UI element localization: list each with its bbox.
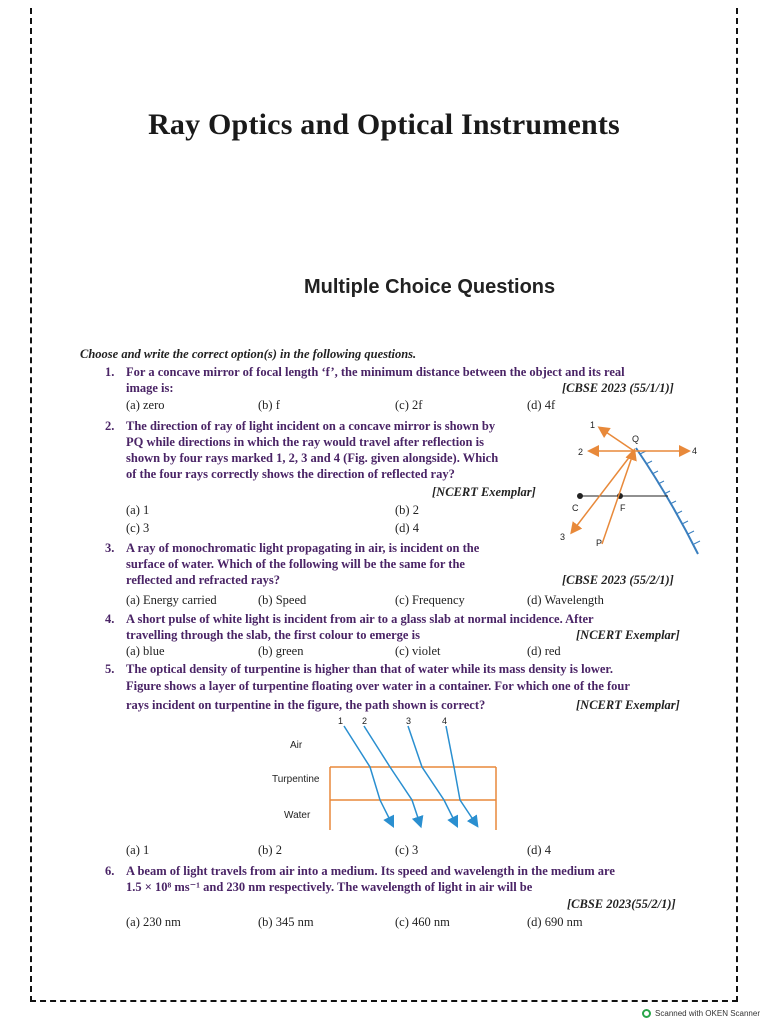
q6-option-b: (b) 345 nm [258,915,314,929]
q3-text-line2: surface of water. Which of the following will be the same for the [126,557,465,571]
q5-option-b: (b) 2 [258,843,282,857]
q2-text-line1: The direction of ray of light incident on a concave mirror is shown by [126,419,496,433]
q1-text-line2: image is: [126,381,174,395]
q5-option-c: (c) 3 [395,843,419,857]
q4-option-c: (c) violet [395,644,441,658]
q3-number: 3. [105,541,115,555]
label-air: Air [290,740,303,751]
q4-text-line1: A short pulse of white light is incident from air to a glass slab at normal incidence. After [126,612,594,626]
q3-option-b: (b) Speed [258,593,307,607]
q6-text-line1: A beam of light travels from air into a medium. Its speed and wavelength in the medium are [126,864,615,878]
point-c [577,493,583,499]
q1-text-line1: For a concave mirror of focal length ‘f’, the minimum distance between the object and its real [126,365,625,379]
label-4: 4 [692,446,698,456]
label-ray-4: 4 [442,716,448,726]
q1-number: 1. [105,365,115,379]
ray-3 [572,451,634,532]
q4-option-a: (a) blue [126,644,165,658]
label-q: Q [632,434,640,444]
q3-option-c: (c) Frequency [395,593,465,607]
path-ray-1 [344,726,392,824]
q6-option-a: (a) 230 nm [126,915,181,929]
q2-option-d: (d) 4 [395,521,419,535]
q4-text-line2: travelling through the slab, the first colour to emerge is [126,628,420,642]
q3-option-d: (d) Wavelength [527,593,604,607]
label-ray-2: 2 [362,716,368,726]
q1-option-d: (d) 4f [527,398,556,412]
q4-option-b: (b) green [258,644,304,658]
q3-option-a: (a) Energy carried [126,593,217,607]
ray-1 [600,428,634,451]
path-ray-4 [446,726,476,824]
instruction-text: Choose and write the correct option(s) in the following questions. [80,347,417,361]
label-turpentine: Turpentine [272,774,320,785]
q5-option-d: (d) 4 [527,843,551,857]
label-water: Water [284,810,311,821]
q4-option-d: (d) red [527,644,561,658]
section-heading: Multiple Choice Questions [304,276,556,298]
turpentine-water-figure [270,712,510,832]
label-3: 3 [560,532,566,542]
label-ray-3: 3 [406,716,412,726]
q1-option-c: (c) 2f [395,398,423,412]
q5-option-a: (a) 1 [126,843,150,857]
mirror-arc [636,448,698,554]
incident-ray-pq [602,451,634,544]
scanner-logo-icon [642,1009,651,1018]
q3-text-line1: A ray of monochromatic light propagating in air, is incident on the [126,541,480,555]
label-p: P [596,538,603,548]
scanner-watermark [642,1009,760,1018]
q5-reference: [NCERT Exemplar] [576,698,680,712]
label-ray-1: 1 [338,716,344,726]
page-title: Ray Optics and Optical Instruments [148,108,620,141]
q1-option-a: (a) zero [126,398,165,412]
q3-reference: [CBSE 2023 (55/2/1)] [562,573,674,587]
label-2: 2 [578,447,584,457]
q5-text-line2: Figure shows a layer of turpentine floating over water in a container. For which one of the four [126,679,630,693]
q6-reference: [CBSE 2023(55/2/1)] [567,897,676,911]
label-1: 1 [590,420,596,430]
q1-reference: [CBSE 2023 (55/1/1)] [562,381,674,395]
q2-text-line3: shown by four rays marked 1, 2, 3 and 4 (Fig. given alongside). Which [126,451,499,465]
q2-reference: [NCERT Exemplar] [432,485,536,499]
label-c: C [572,503,579,513]
q2-option-a: (a) 1 [126,503,150,517]
q5-text-line3: rays incident on turpentine in the figure, the path shown is correct? [126,698,486,712]
scanner-text: Scanned with OKEN Scanner [655,1009,760,1018]
q5-text-line1: The optical density of turpentine is higher than that of water while its mass density is lower. [126,662,613,676]
q1-option-b: (b) f [258,398,280,412]
q4-reference: [NCERT Exemplar] [576,628,680,642]
q2-option-c: (c) 3 [126,521,150,535]
q2-number: 2. [105,419,115,433]
q6-option-c: (c) 460 nm [395,915,450,929]
mirror-hatch [640,451,700,544]
q2-text-line4: of the four rays correctly shows the direction of reflected ray? [126,467,455,481]
q6-option-d: (d) 690 nm [527,915,583,929]
q5-number: 5. [105,662,115,676]
concave-mirror-figure [550,418,720,558]
q6-number: 6. [105,864,115,878]
q2-option-b: (b) 2 [395,503,419,517]
label-f: F [620,503,626,513]
q2-text-line2: PQ while directions in which the ray would travel after reflection is [126,435,484,449]
q3-text-line3: reflected and refracted rays? [126,573,280,587]
q6-text-line2: 1.5 × 10⁸ ms⁻¹ and 230 nm respectively. The wavelength of light in air will be [126,880,533,894]
q4-number: 4. [105,612,115,626]
